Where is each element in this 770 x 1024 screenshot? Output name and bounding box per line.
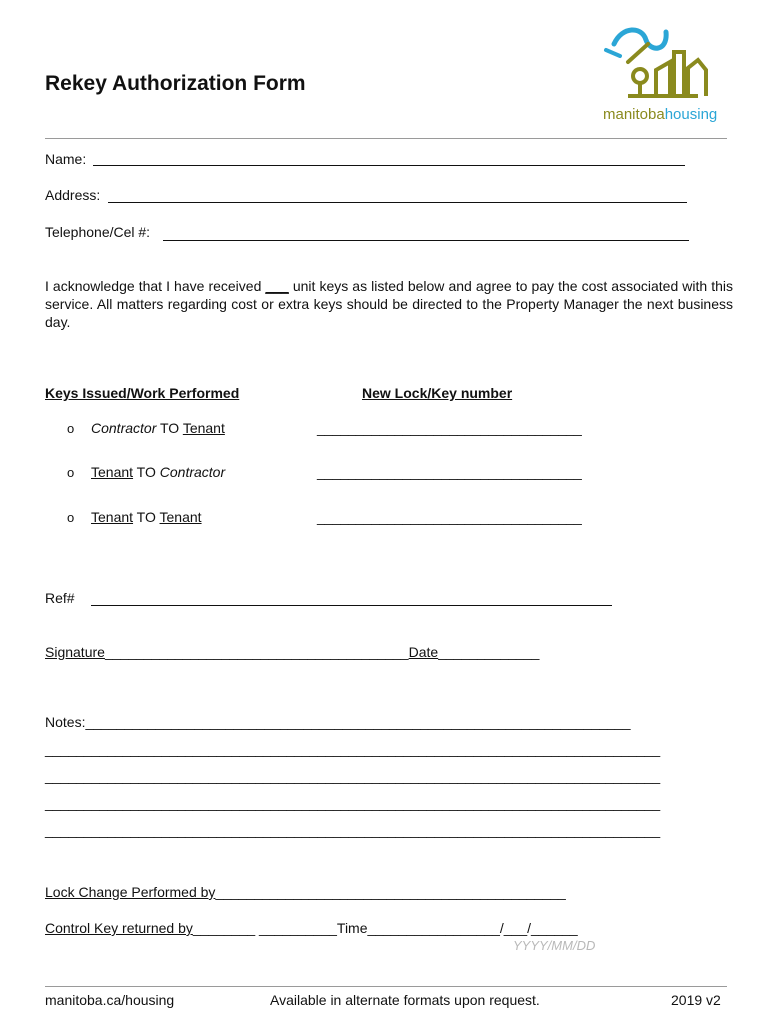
notes-field-4[interactable]: _______________________________________________________________________________ — [45, 795, 661, 811]
notes-label: Notes: — [45, 714, 86, 730]
unit-keys-blank[interactable]: ___ — [265, 278, 289, 294]
name-field[interactable] — [93, 165, 685, 166]
lock-change-row — [45, 884, 566, 900]
option-dest: Tenant — [182, 420, 225, 436]
new-lock-header: New Lock/Key number — [362, 385, 513, 401]
telephone-field[interactable] — [163, 240, 689, 241]
keys-issued-header: Keys Issued/Work Performed — [45, 385, 240, 401]
new-lock-field-1[interactable]: __________________________________ — [317, 420, 582, 436]
lock-change-label: Lock Change Performed by — [45, 884, 216, 900]
new-lock-field-3[interactable]: __________________________________ — [317, 509, 582, 525]
checkbox-contractor-to-tenant[interactable]: o — [67, 421, 75, 436]
address-field[interactable] — [108, 202, 687, 203]
notes-field-2[interactable]: _______________________________________________________________________________ — [45, 741, 661, 757]
footer-note: Available in alternate formats upon request. — [270, 992, 540, 1008]
notes-field-1[interactable]: ______________________________________________________________________ — [85, 714, 631, 730]
address-label: Address: — [45, 187, 101, 203]
option-from: Contractor — [91, 420, 157, 436]
ref-label: Ref# — [45, 590, 75, 606]
option-to: TO — [156, 420, 183, 436]
date-label: Date — [408, 644, 439, 660]
option-to: TO — [133, 509, 160, 525]
control-key-row — [45, 920, 578, 936]
option-from: Tenant — [91, 464, 134, 480]
logo-graphic — [598, 22, 728, 102]
logo-text-manitoba: manitoba — [603, 106, 665, 123]
footer-divider — [45, 986, 727, 987]
date-format-hint: YYYY/MM/DD — [513, 938, 596, 953]
signature-label: Signature — [45, 644, 105, 660]
option-to: TO — [133, 464, 160, 480]
ref-field[interactable] — [91, 605, 612, 606]
new-lock-field-2[interactable]: __________________________________ — [317, 464, 582, 480]
option-from: Tenant — [91, 509, 134, 525]
logo-text-housing: housing — [664, 106, 718, 123]
ack-text-2: unit keys as listed below and agree to pay the cost associated with this service. All matters regarding cost or extra keys should be directed to the Property Manager the next business day. — [45, 278, 734, 330]
notes-row — [45, 714, 631, 730]
name-label: Name: — [45, 151, 87, 167]
time-field[interactable]: _________________/___/______ — [367, 920, 578, 936]
option-dest: Contractor — [159, 464, 226, 480]
notes-field-5[interactable]: _______________________________________________________________________________ — [45, 822, 661, 838]
header-divider — [45, 138, 727, 139]
signature-row — [45, 644, 539, 660]
signature-field[interactable]: _______________________________________ — [104, 644, 409, 660]
control-key-label: Control Key returned by — [45, 920, 193, 936]
footer-website[interactable]: manitoba.ca/housing — [45, 992, 175, 1008]
logo-wordmark — [603, 106, 717, 123]
option-dest: Tenant — [159, 509, 202, 525]
footer-version: 2019 v2 — [671, 992, 721, 1008]
page-title: Rekey Authorization Form — [45, 72, 306, 95]
option-tenant-to-tenant — [91, 509, 202, 525]
checkbox-tenant-to-tenant[interactable]: o — [67, 510, 75, 525]
manitoba-housing-logo — [598, 22, 728, 128]
telephone-label: Telephone/Cel #: — [45, 224, 151, 240]
date-field[interactable]: _____________ — [438, 644, 540, 660]
option-contractor-to-tenant — [91, 420, 225, 436]
acknowledgement-paragraph — [45, 277, 733, 331]
control-key-field[interactable]: ________ __________ — [192, 920, 337, 936]
checkbox-tenant-to-contractor[interactable]: o — [67, 465, 75, 480]
notes-field-3[interactable]: _______________________________________________________________________________ — [45, 768, 661, 784]
lock-change-field[interactable]: _____________________________________________ — [215, 884, 566, 900]
ack-text-1: I acknowledge that I have received — [45, 278, 266, 294]
time-label: Time — [336, 920, 368, 936]
option-tenant-to-contractor — [91, 464, 225, 480]
